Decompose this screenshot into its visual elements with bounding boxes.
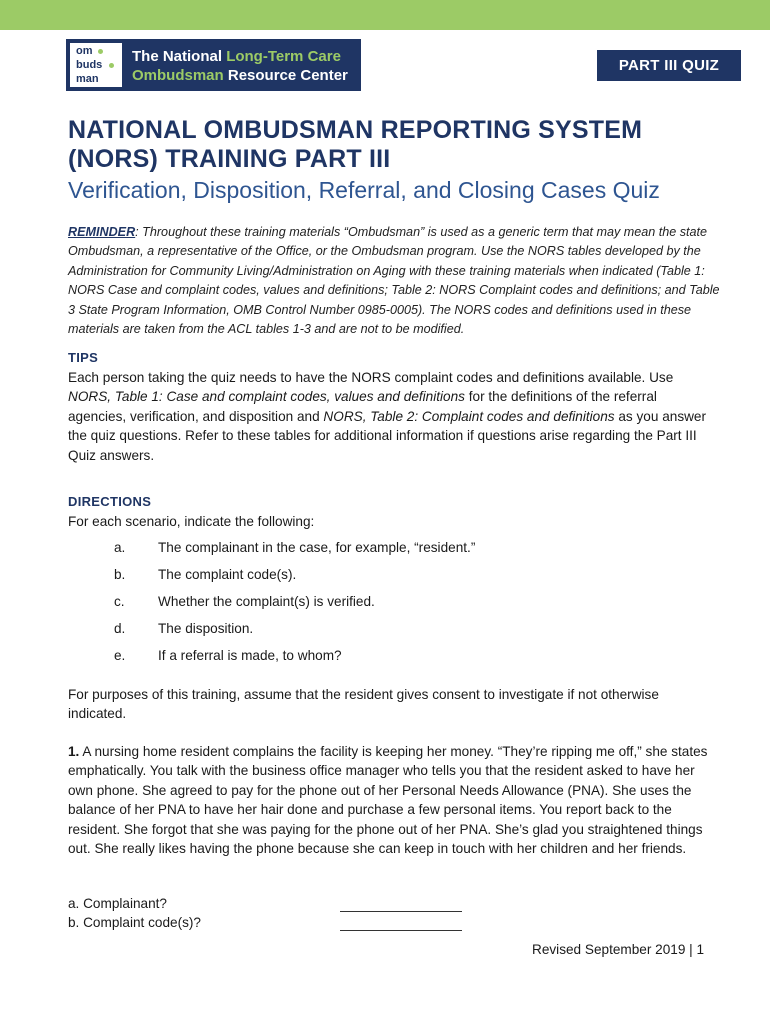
directions-intro: For each scenario, indicate the following: xyxy=(68,514,315,529)
ombudsman-center-logo xyxy=(66,39,361,91)
title-line-2: (NORS) TRAINING PART III xyxy=(68,145,391,173)
logo-mark-line-3: man xyxy=(76,73,99,85)
question-number: 1. xyxy=(68,744,80,759)
tips-heading: TIPS xyxy=(68,350,99,365)
reminder-paragraph xyxy=(68,223,728,339)
directions-heading: DIRECTIONS xyxy=(68,494,152,509)
answer-complaint-codes: b. Complaint code(s)? xyxy=(68,915,488,935)
question-1-scenario: 1. A nursing home resident complains the facility is keeping her money. “They’re ripping me off,” she states emphatically. You talk with the business office manager who tells you that the resident asked to have her own phone. She agreed to pay for the phone out of her Personal Needs Allowance (PNA). She uses the balance of her PNA to have her hair done and purchase a few personal items. You report back to the resident. She forgot that she was paying for the phone out of her PNA. She’s glad you straightened things out. She really likes having the phone because she can keep in touch with her children and her friends. xyxy=(68,744,708,857)
answer-blank-line[interactable] xyxy=(340,911,462,912)
logo-mark-line-1: om xyxy=(76,45,93,57)
logo-dot-icon xyxy=(109,63,114,68)
answer-complainant: a. Complainant? xyxy=(68,896,488,916)
title-line-1: NATIONAL OMBUDSMAN REPORTING SYSTEM xyxy=(68,116,643,144)
part-badge: PART III QUIZ xyxy=(597,50,741,81)
reminder-label: REMINDER xyxy=(68,225,136,239)
ombudsman-logo-mark xyxy=(70,43,122,87)
top-accent-bar xyxy=(0,0,770,30)
document-subtitle: Verification, Disposition, Referral, and Closing Cases Quiz xyxy=(68,177,660,203)
logo-dot-icon xyxy=(98,49,103,54)
logo-wordmark: The National Long-Term Care Ombudsman Resource Center xyxy=(132,48,348,84)
tips-paragraph: Each person taking the quiz needs to have the NORS complaint codes and definitions available. Use NORS, Table 1: Case and complaint codes, values and definitions for the definitions of the referral agencies, verification, and disposition and NORS, Table 2: Complaint codes and definitions as you answer the quiz questions. Refer to these tables for additional information if questions arise regarding the Part III Quiz answers. xyxy=(68,370,707,463)
page-footer: Revised September 2019 | 1 xyxy=(532,942,705,957)
assumption-paragraph: For purposes of this training, assume that the resident gives consent to investigate if not otherwise indicated. xyxy=(68,687,659,722)
logo-mark-line-2: buds xyxy=(76,59,103,71)
reminder-text: : Throughout these training materials “Ombudsman” is used as a generic term that may mean the state Ombudsman, a representative of the Office, or the Ombudsman program. Use the NORS tables developed by the Administration for Community Living/Administration on Aging with these training materials when indicated (Table 1: NORS Case and complaint codes, values and definitions; Table 2: NORS Complaint codes and definitions; and Table 3 State Program Information, OMB Control Number 0985-0005). The NORS codes and definitions used in these materials are taken from the ACL tables 1-3 and are not to be modified. xyxy=(68,225,720,337)
answer-blank-line[interactable] xyxy=(340,930,462,931)
document-title xyxy=(68,116,642,174)
